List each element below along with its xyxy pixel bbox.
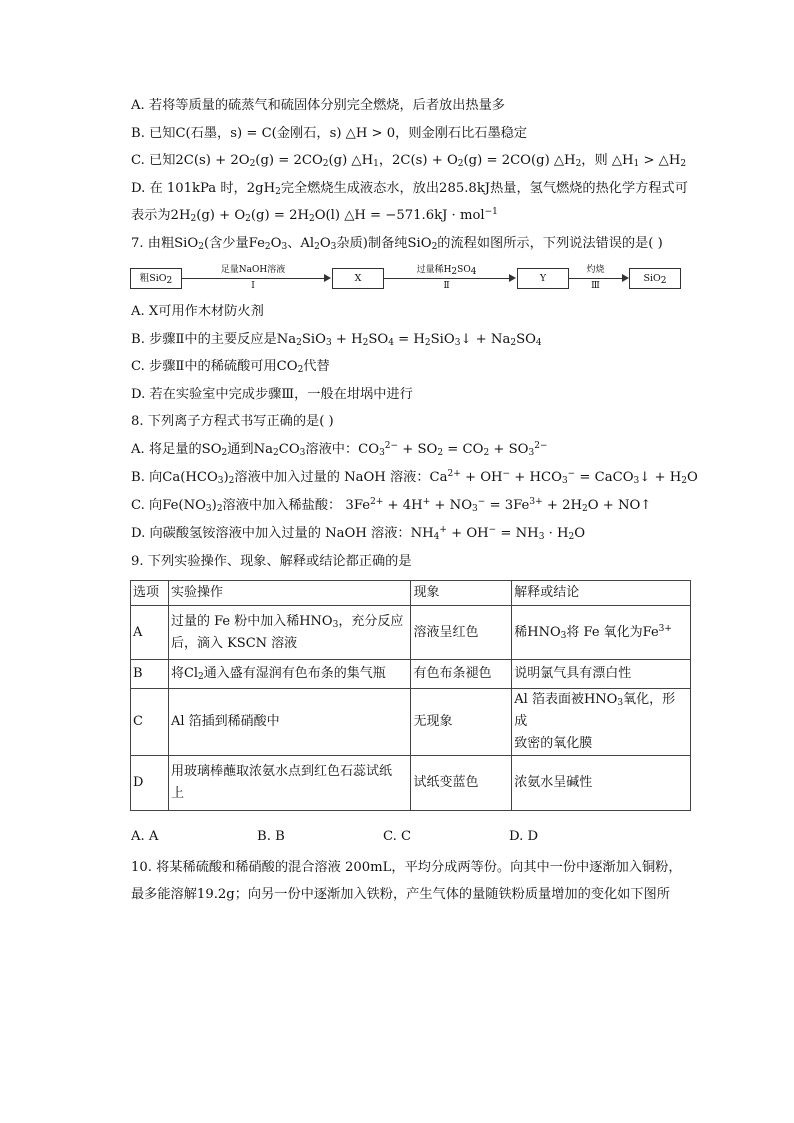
flow-step3-label: 灼烧 [586, 265, 605, 275]
q8-stem: 8. 下列离子方程式书写正确的是( ) [131, 414, 334, 429]
flow-step1-label: 足量NaOH溶液 [220, 265, 286, 275]
q7-stem: 7. 由粗SiO$_2$(含少量$Fe_2O_3$、$Al_2O_3$杂质)制备纯SiO$_2$的流程如图所示，下列说法错误的是( ) [131, 236, 663, 252]
row-d-conclusion: 浓氨水呈碱性 [512, 756, 691, 811]
row-d-option: D [131, 756, 169, 811]
row-a-conclusion: 稀$HNO_3$将 Fe 氧化为$Fe^{3+}$ [512, 606, 691, 660]
header-conclusion: 解释或结论 [512, 581, 691, 606]
q7-option-a: A. X可用作木材防火剂 [131, 304, 264, 319]
flow-box-crude-sio2: 粗SiO$_2$ [130, 268, 182, 289]
q8-option-c: C. 向$Fe(NO_3)_2$溶液中加入稀盐酸： $3Fe^{2+} + 4H^+ + NO_3^- = 3Fe^{3+} + 2H_2O$ + NO↑ [131, 497, 652, 514]
table-row [131, 756, 691, 811]
row-b-conclusion: 说明氯气具有漂白性 [512, 660, 691, 689]
row-c-option: C [131, 689, 169, 756]
table-row [131, 606, 691, 660]
flow-arrow-1 [181, 278, 325, 279]
flow-arrowhead-2 [509, 274, 516, 282]
row-d-phenomenon: 试纸变蓝色 [411, 756, 512, 811]
q9-choice-c: C. C [383, 829, 412, 844]
q6-option-a: A. 若将等质量的硫蒸气和硫固体分别完全燃烧，后者放出热量多 [131, 98, 505, 113]
row-b-phenomenon: 有色布条褪色 [411, 660, 512, 689]
q6-option-d-cont: 表示为$2H_2(g) + O_2(g) = 2H_2O(l)$ △H = −571.6kJ · mol$^{-1}$ [131, 207, 498, 224]
flow-step2-label: 过量稀$H_2SO_4$ [416, 265, 477, 277]
q9-choice-d: D. D [509, 829, 539, 844]
flow-arrow-3 [568, 278, 623, 279]
q6-option-c: C. 已知$2C(s) + 2O_2(g) = 2CO_2(g)$ $\triangle H_1$，$2C(s) + O_2(g) = 2CO(g)$ $\triangle H_2$，则 $\triangle H_1$ > $\triangle H_2$ [131, 153, 687, 169]
q9-choice-b: B. B [257, 829, 285, 844]
q8-option-d: D. 向碳酸氢铵溶液中加入过量的 NaOH 溶液：$NH_4^+ + OH^- = NH_3 \cdot H_2O$ [131, 525, 586, 542]
experiment-table [130, 580, 691, 811]
q9-stem: 9. 下列实验操作、现象、解释或结论都正确的是 [131, 554, 412, 569]
table-row [131, 660, 691, 689]
row-c-operation: Al 箔插到稀硝酸中 [168, 689, 411, 756]
header-operation: 实验操作 [168, 581, 411, 606]
q8-option-a: A. 将足量的$SO_2$通到$Na_2CO_3$溶液中：$CO_3^{2-} + SO_2 = CO_2 + SO_3^{2-}$ [131, 441, 548, 458]
row-c-phenomenon: 无现象 [411, 689, 512, 756]
q9-choice-a: A. A [131, 829, 159, 844]
q6-option-b: B. 已知C(石墨，s) = C(金刚石，s) △H > 0，则金刚石比石墨稳定 [131, 126, 528, 141]
table-row [131, 689, 691, 756]
table-header-row [131, 581, 691, 606]
flow-arrow-2 [383, 278, 510, 279]
flow-arrowhead-3 [622, 274, 629, 282]
flow-step1-number: Ⅰ [251, 281, 255, 291]
header-option: 选项 [131, 581, 169, 606]
flow-step3-number: Ⅲ [591, 281, 600, 291]
flow-arrowhead-1 [324, 274, 331, 282]
q7-option-d: D. 若在实验室中完成步骤Ⅲ，一般在坩埚中进行 [131, 387, 413, 402]
q7-option-c: C. 步骤Ⅱ中的稀硫酸可用$CO_2$代替 [131, 359, 330, 375]
q10-stem-line2: 最多能溶解19.2g；向另一份中逐渐加入铁粉，产生气体的量随铁粉质量增加的变化如下图所 [131, 887, 670, 902]
q8-option-b: B. 向$Ca(HCO_3)_2$溶液中加入过量的 NaOH 溶液：$Ca^{2+} + OH^- + HCO_3^-$ = CaCO$_3$↓ + $H_2O$ [131, 469, 698, 486]
row-a-phenomenon: 溶液呈红色 [411, 606, 512, 660]
row-b-operation: 将$Cl_2$通入盛有湿润有色布条的集气瓶 [168, 660, 411, 689]
row-c-conclusion: Al 箔表面被$HNO_3$氧化，形成 致密的氧化膜 [512, 689, 691, 756]
q10-stem-line1: 10. 将某稀硫酸和稀硝酸的混合溶液 200mL，平均分成两等份。向其中一份中逐渐加入铜粉， [131, 860, 682, 875]
flow-box-y: Y [517, 268, 569, 289]
q6-option-d: D. 在 101kPa 时，$2gH_2$完全燃烧生成液态水，放出285.8kJ热量，氢气燃烧的热化学方程式可 [131, 181, 688, 197]
flow-box-pure-sio2: SiO$_2$ [629, 268, 681, 289]
row-a-option: A [131, 606, 169, 660]
flow-box-x: X [332, 268, 384, 289]
q7-option-b: B. 步骤Ⅱ中的主要反应是$Na_2SiO_3 + H_2SO_4$ = $H_2SiO_3↓ + Na_2SO_4$ [131, 332, 542, 348]
row-a-operation: 过量的 Fe 粉中加入稀$HNO_3$，充分反应 后，滴入 KSCN 溶液 [168, 606, 411, 660]
flow-step2-number: Ⅱ [443, 281, 450, 291]
row-b-option: B [131, 660, 169, 689]
row-d-operation: 用玻璃棒蘸取浓氨水点到红色石蕊试纸 上 [168, 756, 411, 811]
header-phenomenon: 现象 [411, 581, 512, 606]
